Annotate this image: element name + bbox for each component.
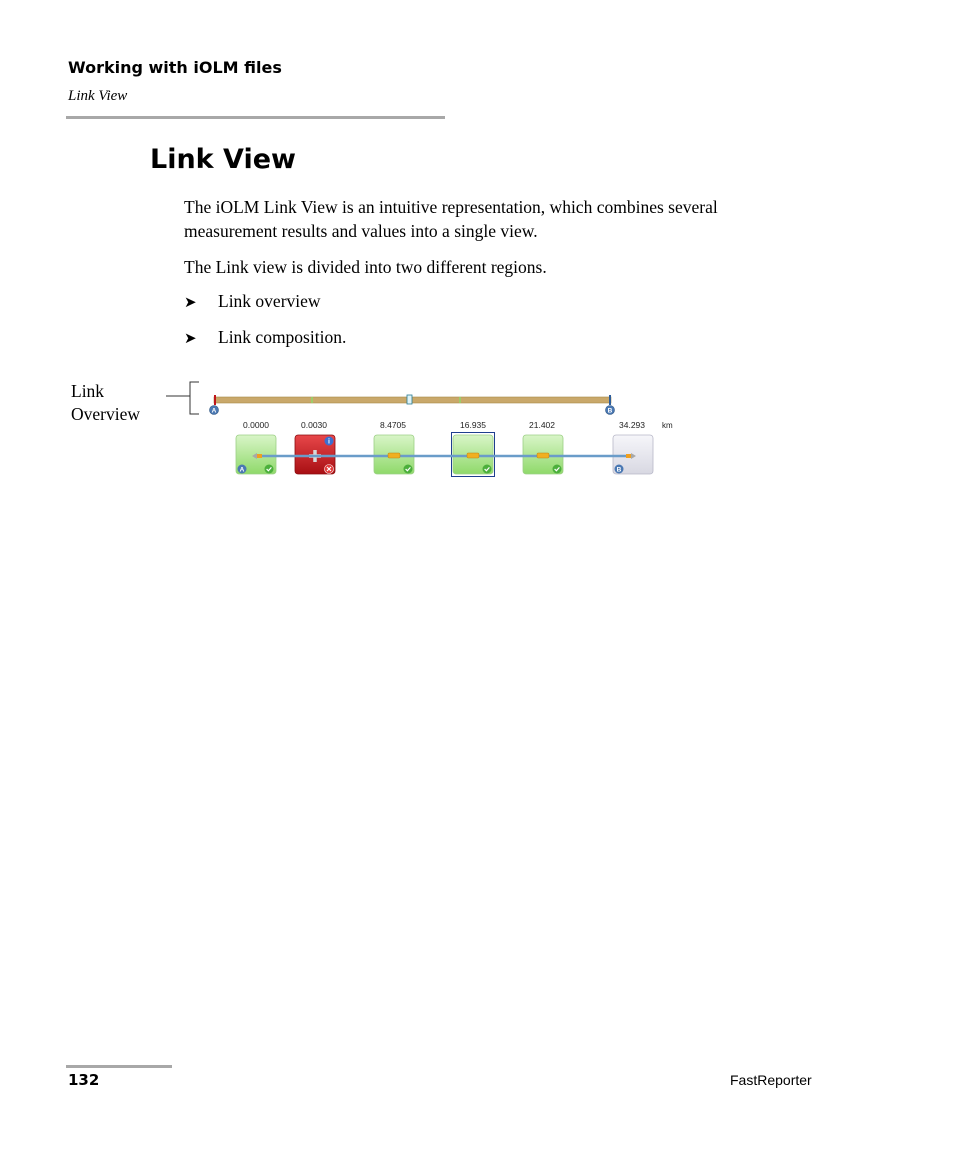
bullet-link-composition [184, 327, 346, 348]
page-title: Link View [150, 144, 296, 175]
product-name: FastReporter [730, 1072, 812, 1088]
svg-text:i: i [328, 438, 330, 446]
intro-line-1: The iOLM Link View is an intuitive representation, which combines several [184, 197, 718, 217]
section-subtitle: Link View [68, 88, 128, 104]
link-view-figure [0, 370, 700, 490]
connector-icon [626, 454, 631, 458]
splice-icon [388, 453, 400, 458]
link-overview-bar[interactable] [214, 395, 611, 405]
svg-text:A: A [239, 466, 245, 474]
page-number: 132 [68, 1071, 100, 1089]
footer-rule [66, 1065, 172, 1068]
connector-icon [257, 454, 262, 458]
splice-icon [537, 453, 549, 458]
bullet-arrow-icon: ➤ [184, 295, 197, 311]
svg-text:A: A [211, 407, 217, 415]
overview-cursor[interactable] [407, 395, 412, 404]
position-label: 0.0000 [243, 420, 269, 430]
callout-bracket [166, 382, 199, 414]
bullet-label: Link overview [218, 291, 321, 311]
callout-line-2: Overview [71, 404, 141, 424]
pass-check-icon [404, 465, 413, 474]
callout-line-1: Link [71, 381, 105, 401]
pass-check-icon [265, 465, 274, 474]
svg-text:B: B [616, 466, 622, 474]
intro-paragraph [184, 195, 834, 243]
endpoint-a-marker [210, 406, 219, 415]
fail-x-icon [325, 465, 334, 474]
header-rule [66, 116, 445, 119]
bullet-arrow-icon: ➤ [184, 331, 197, 347]
pass-check-icon [553, 465, 562, 474]
regions-paragraph: The Link view is divided into two different regions. [184, 257, 547, 277]
position-label: 34.293 [619, 420, 645, 430]
unit-label: km [662, 421, 673, 430]
position-label: 16.935 [460, 420, 486, 430]
position-label: 8.4705 [380, 420, 406, 430]
splice-icon [467, 453, 479, 458]
svg-text:B: B [607, 407, 613, 415]
endpoint-b-marker [606, 406, 615, 415]
bullet-link-overview [184, 291, 321, 312]
bullet-label: Link composition. [218, 327, 347, 347]
position-label: 21.402 [529, 420, 555, 430]
intro-line-2: measurement results and values into a single view. [184, 221, 538, 241]
chapter-title: Working with iOLM files [68, 58, 282, 77]
pass-check-icon [483, 465, 492, 474]
position-label: 0.0030 [301, 420, 327, 430]
